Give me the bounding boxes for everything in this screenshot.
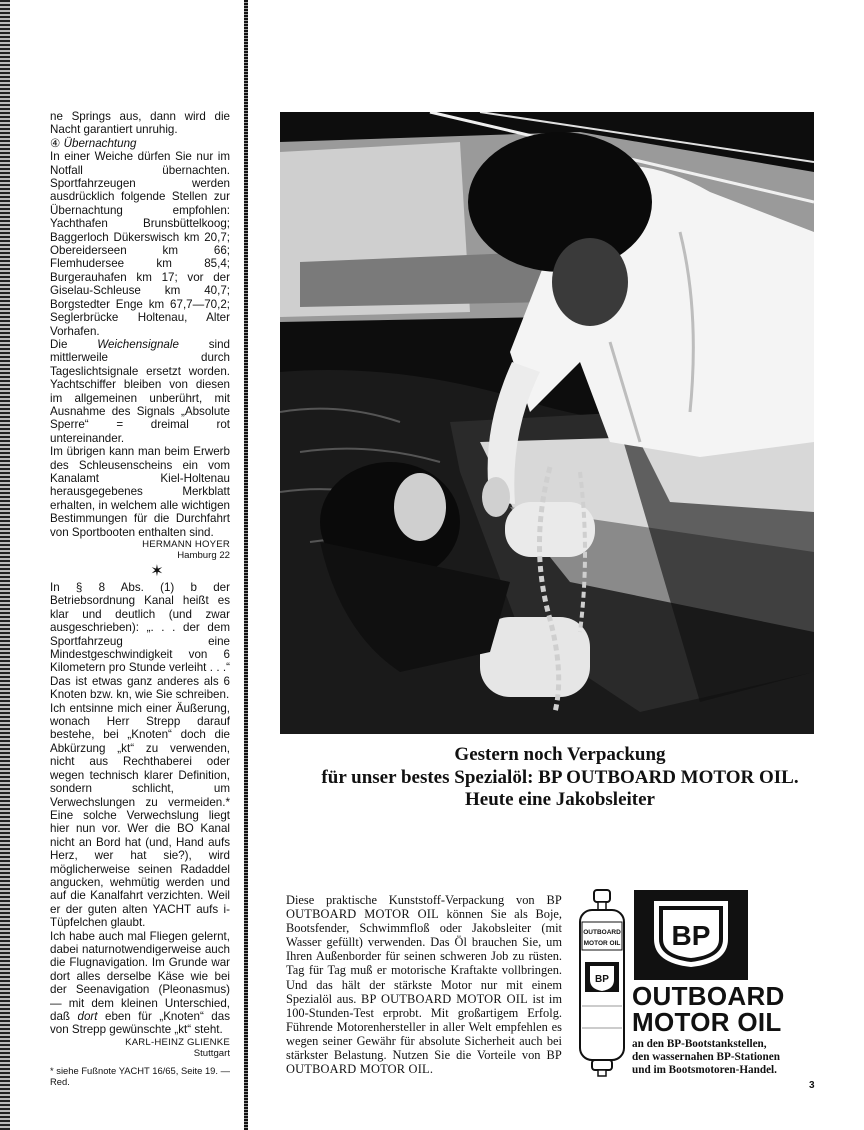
availability-line: an den BP-Bootstankstellen, [632,1038,767,1050]
signature-name: HERMANN HOYER [142,539,230,550]
letter-paragraph [50,338,230,445]
bp-logo-text: BP [671,920,711,951]
oil-bottle-illustration [574,888,630,1078]
text-run: . [429,1062,433,1077]
brand-name: BP OUTBOARD MOTOR OIL [286,1048,562,1077]
signature-city: Stuttgart [193,1047,230,1059]
section-heading [50,137,230,150]
letter-paragraph [50,930,230,1037]
section-number: ④ [50,136,61,150]
bottle-logo: BP [595,974,609,985]
brand-line: OUTBOARD [632,981,785,1011]
availability-line: den wassernahen BP-Stationen [632,1050,780,1063]
brand-name: BP OUTBOARD MOTOR OIL [361,991,528,1006]
letter-text-intro: ne Springs aus, dann wird die Nacht garantiert unruhig. [50,110,230,137]
bp-logo [634,890,748,980]
text-run: können Sie als Boje, Bootsfender, Schwimmfloß oder Jakobsleiter (mit Wasser gefüllt) verwenden. Das Öl brauchen Sie, um Ihren Außenborder für seinen schweren Job zu rüsten. Tag für Tag muß er motorische Kraftakte vollbringen. Und das hält der stärkste Motor nur mit einem Spezialöl aus. [286,907,562,1006]
bottle-label-line2: MOTOR OIL [583,940,621,947]
headline-line: Gestern noch Verpackung [454,744,666,765]
text-run: eben für „Knoten“ das von Strepp gewünschte „kt“ steht. [50,1010,231,1037]
separator-star: ✶ [150,563,164,580]
italic-term: dort [77,1010,98,1023]
text-run: Ich habe auch mal Fliegen gelernt, dabei naturnotwendigerweise auch die Flugnavigation. Im Grunde war dort alles derselbe Käse wie bei der Seenavigation (Pleonasmus) — mit dem kleinen Unterschied, daß [50,929,230,1023]
signature-city: Hamburg 22 [177,550,230,561]
brand-availability [632,1038,780,1076]
brand-wordmark [632,983,785,1035]
letter-paragraph: Im übrigen kann man beim Erwerb des Schleusenscheins ein vom Kanalamt Kiel-Holtenau herausgegebenes Merkblatt erhalten, in welchem alle wichtigen Bestimmungen für die Durchfahrt von Sportbooten enthalten sind. [50,445,230,539]
binding-edge [0,0,10,1130]
headline-line: Heute eine Jakobsleiter [465,789,655,810]
ad-headline [280,744,840,812]
bottle-label-line1: OUTBOARD [583,929,621,936]
section-title: Übernachtung [63,136,137,150]
text-run: ist im 100-Stunden-Test erprobt. Mit großartigem Erfolg. Führende Motorenhersteller in aller Welt empfehlen es wegen seiner Gewähr für absolute Sicherheit auch bei stärkster Belastung. Nutzen Sie die Vorteile von [286,991,563,1063]
letter-paragraph: In § 8 Abs. (1) b der Betriebsordnung Kanal heißt es klar und deutlich (und zwar ausgeschrieben): „. . . der dem Sportfahrzeug eine Mindestgeschwindigkeit von 6 Kilometern pro Stunde verleiht . . .“ Das ist etwas ganz anderes als 6 Knoten bzw. kn, wie Sie schreiben. [50,581,230,702]
letter-paragraph: Ich entsinne mich einer Äußerung, wonach Herr Strepp darauf bestehe, bei „Knoten“ doch die Abkürzung „kt“ zu verwenden, nicht aus Rechthaberei oder wegen technisch klarer Definition, sondern schlicht, um Verwechslungen zu vermeiden.* Eine solche Verwechslung liegt hier nun vor. Wer die BO Kanal nicht an Bord hat (und, Hand aufs Herz, wer hat sie?), wird möglicherweise seinen Radaddel angucken, wehmütig werden und auf die Kanalfahrt verzichten. Weil er der guten alten YACHT aufs i-Tüpfelchen glaubt. [50,701,230,930]
signature-name: KARL-HEINZ GLIENKE [125,1036,230,1048]
text-run: sind mittlerweile durch Tageslichtsignale ersetzt worden. Yachtschiffer bleiben von diesen im allgemeinen unberührt, mit Ausnahme des Signals „Absolute Sperre“ = dreimal rot untereinander. [50,337,230,445]
letter-paragraph: In einer Weiche dürfen Sie nur im Notfall übernachten. Sportfahrzeugen werden ausdrücklich folgende Stellen zur Übernachtung empfohlen: Yachthafen Brunsbüttelkoog; Baggerloch Dükerswisch km 20,7; Obereiderseen km 66; Flemhudersee km 85,4; Burgerauhafen km 17; vor der Giselau-Schleuse km 40,7; Borgstedter Enge km 67,7—70,2; Seglerbrücke Holtenau, Alter Vorhafen. [50,150,230,338]
brand-line: MOTOR OIL [632,1007,782,1037]
availability-line: und im Bootsmotoren-Handel. [632,1063,777,1076]
italic-term: Weichensignale [97,337,179,351]
letters-column [50,110,230,1087]
footnote: * siehe Fußnote YACHT 16/65, Seite 19. — Red. [50,1064,230,1087]
bp-shield-icon [652,899,730,969]
page-number: 3 [809,1080,815,1091]
ad-photo [280,112,814,734]
brand-name: BP OUTBOARD MOTOR OIL [286,893,562,922]
column-gutter [244,0,248,1130]
text-run: Diese praktische Kunststoff-Verpackung von [286,893,547,907]
text-run: Die [50,337,98,351]
headline-line: für unser bestes Spezialöl: BP OUTBOARD MOTOR OIL. [321,766,799,788]
ad-body-copy [286,893,562,1076]
